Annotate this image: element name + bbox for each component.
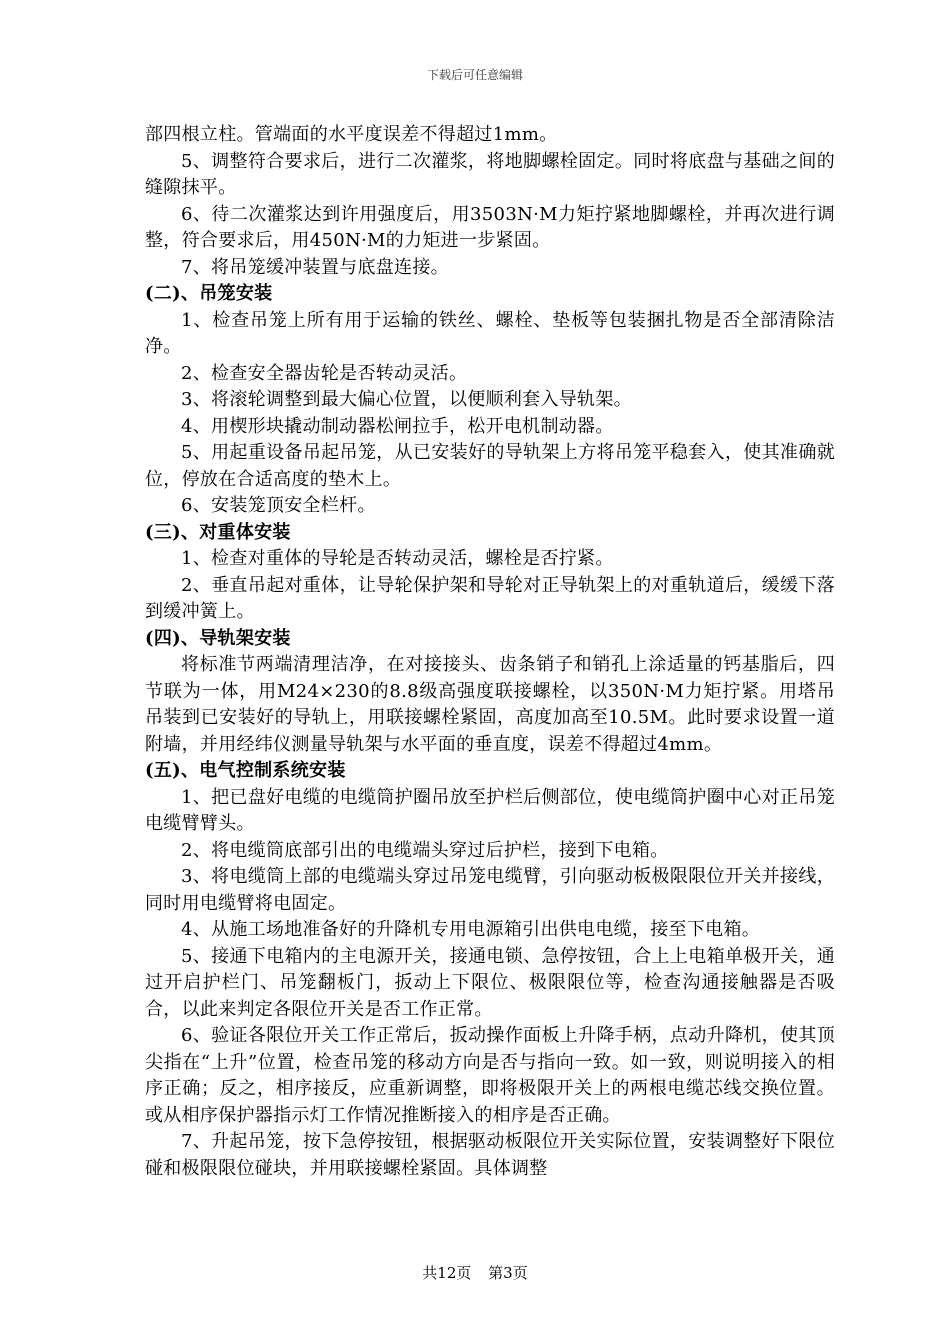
paragraph: 1、检查吊笼上所有用于运输的铁丝、螺栓、垫板等包装捆扎物是否全部清除洁净。: [145, 309, 835, 357]
paragraph: 将标准节两端清理洁净，在对接接头、齿条销子和销孔上涂适量的钙基脂后，四节联为一体，用M24×230的8.8级高强度联接螺栓，以350N·M力矩拧紧。用塔吊吊装到已安装好的导轨上，用联接螺栓紧固，高度加高至10.5M。此时要求设置一道附墙，并用经纬仪测量导轨架与水平面的垂直度，误差不得超过4mm。: [145, 654, 835, 755]
paragraph: 2、检查安全器齿轮是否转动灵活。: [181, 362, 468, 384]
paragraph: 3、将电缆筒上部的电缆端头穿过吊笼电缆臂，引向驱动板极限限位开关并接线，同时用电缆臂将电固定。: [145, 866, 835, 914]
section-heading: (二)、吊笼安装: [145, 283, 273, 304]
total-pages: 共12页: [422, 1264, 472, 1282]
paragraph: 5、接通下电箱内的主电源开关，接通电锁、急停按钮，合上上电箱单极开关，通过开启护栏门、吊笼翻板门，扳动上下限位、极限限位等，检查沟通接触器是否吸合，以此来判定各限位开关是否工作正常。: [145, 945, 835, 1020]
page-header: 下载后可任意编辑: [426, 68, 523, 82]
paragraph: 5、用起重设备吊起吊笼，从已安装好的导轨架上方将吊笼平稳套入，使其准确就位，停放在合适高度的垫木上。: [145, 442, 835, 490]
paragraph: 3、将滚轮调整到最大偏心位置，以便顺利套入导轨架。: [181, 389, 632, 410]
paragraph: 7、升起吊笼，按下急停按钮，根据驱动板限位开关实际位置，安装调整好下限位碰和极限限位碰块，并用联接螺栓紧固。具体调整: [145, 1131, 835, 1179]
paragraph: 2、将电缆筒底部引出的电缆端头穿过后护栏，接到下电箱。: [181, 839, 669, 861]
paragraph: 2、垂直吊起对重体，让导轮保护架和导轮对正导轨架上的对重轨道后，缓缓下落到缓冲簧上。: [145, 574, 835, 622]
section-heading: (四)、导轨架安装: [145, 627, 291, 649]
paragraph: 4、从施工场地准备好的升降机专用电源箱引出供电电缆，接至下电箱。: [181, 919, 761, 940]
paragraph: 1、检查对重体的导轮是否转动灵活，螺栓是否拧紧。: [181, 548, 614, 569]
paragraph: 6、待二次灌浆达到许用强度后，用3503N·M力矩拧紧地脚螺栓，并再次进行调整，符合要求后，用450N·M的力矩进一步紧固。: [145, 203, 835, 251]
paragraph: 4、用楔形块撬动制动器松闸拉手，松开电机制动器。: [181, 415, 614, 437]
paragraph: 6、安装笼顶安全栏杆。: [181, 495, 376, 516]
paragraph: 部四根立柱。管端面的水平度误差不得超过1mm。: [145, 124, 558, 145]
section-heading: (三)、对重体安装: [145, 521, 291, 543]
paragraph: 6、验证各限位开关工作正常后，扳动操作面板上升降手柄，点动升降机，使其顶尖指在“上升”位置，检查吊笼的移动方向是否与指向一致。如一致，则说明接入的相序正确；反之，相序接反，应重新调整，即将极限开关上的两根电缆芯线交换位置。或从相序保护器指示灯工作情况推断接入的相序是否正确。: [145, 1025, 835, 1126]
paragraph: 1、把已盘好电缆的电缆筒护圈吊放至护栏后侧部位，使电缆筒护圈中心对正吊笼电缆臂臂头。: [145, 786, 835, 834]
page-footer: [0, 1262, 950, 1283]
current-page: 第3页: [488, 1264, 528, 1282]
paragraph: 5、调整符合要求后，进行二次灌浆，将地脚螺栓固定。同时将底盘与基础之间的缝隙抹平。: [145, 150, 835, 198]
paragraph: 7、将吊笼缓冲装置与底盘连接。: [181, 256, 449, 278]
section-heading: (五)、电气控制系统安装: [145, 760, 346, 781]
document-body: [145, 122, 835, 1182]
